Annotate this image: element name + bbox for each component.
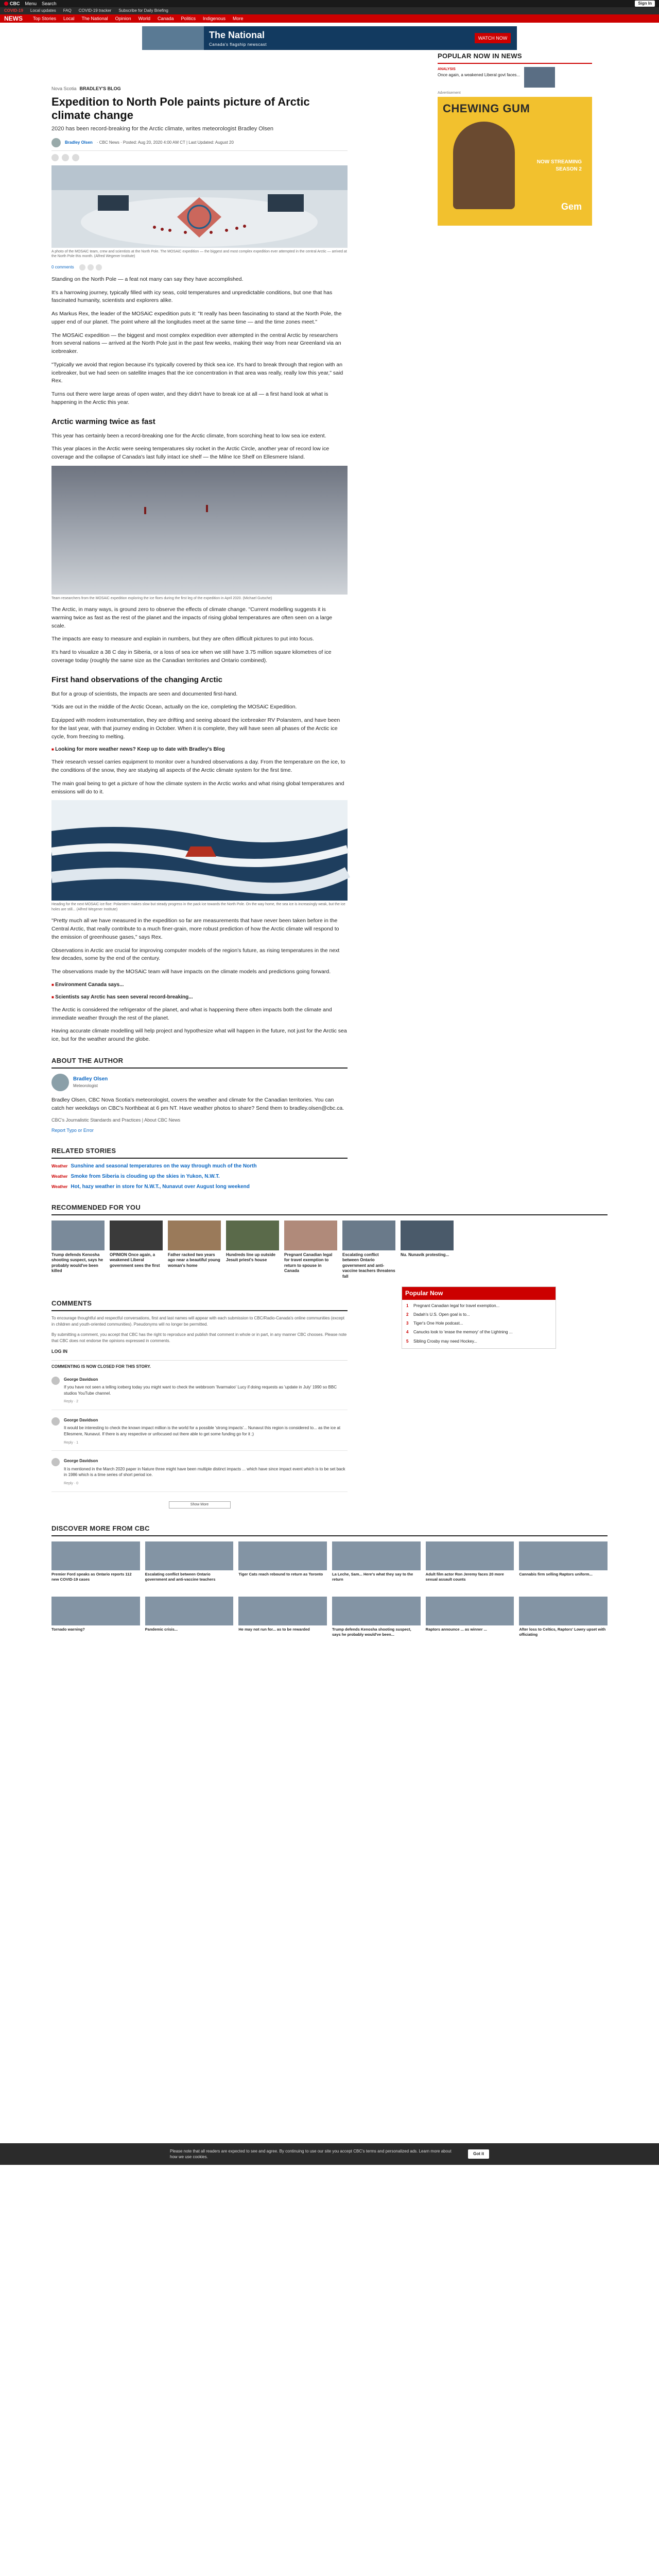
north-pole-photo[interactable] <box>51 165 348 248</box>
paragraph: This year has certainly been a record-breaking one for the Arctic climate, from scorching heat to low sea ice extent. <box>51 432 326 439</box>
comment-text: It is mentioned in the March 2020 paper in Nature three might have been multiple distinct impacts ... which have since impact event which is to be set back in 1986 which is a time series of short period ice. <box>64 1466 345 1478</box>
discover-card[interactable]: Pandemic crisis... <box>145 1597 234 1647</box>
byline-author[interactable]: Bradley Olsen <box>65 140 93 145</box>
comments-notice: To encourage thoughtful and respectful conversations, first and last names will appear with each submission to CBC/Radio-Canada's online communities (except in children and youth-oriented communities). Pseudonyms will no longer be permitted. <box>51 1316 344 1327</box>
related-link-bradleys-blog[interactable]: ■ Looking for more weather news? Keep up to date with Bradley's Blog <box>51 746 348 753</box>
popular-item[interactable]: 4 Canucks look to 'erase the memory' of the Lightning ... <box>406 1330 513 1335</box>
comments-notice-2: By submitting a comment, you accept that CBC has the right to reproduce and publish that comment in whole or in part, in any manner CBC chooses. Please note that CBC does not endorse the opinions expressed in comments. <box>51 1332 347 1344</box>
author-name[interactable]: Bradley Olsen <box>73 1076 108 1082</box>
recommended-card[interactable]: Nu. Nunavik protesting... <box>401 1221 454 1274</box>
author-avatar[interactable] <box>51 138 61 147</box>
discover-card[interactable]: Premier Ford speaks as Ontario reports 112 new COVID-19 cases <box>51 1541 140 1591</box>
banner-ad-area <box>0 23 659 52</box>
discover-card[interactable]: Adult film actor Ron Jeremy faces 20 more sexual assault counts <box>426 1541 514 1591</box>
discover-image <box>238 1541 327 1570</box>
comment <box>51 1458 348 1492</box>
author-role: Meteorologist <box>73 1083 98 1089</box>
twitter-share-icon[interactable] <box>62 154 69 161</box>
ad-brand: Gem <box>561 201 582 212</box>
polarstern-photo-svg <box>51 800 348 901</box>
top-bar <box>0 0 659 7</box>
related-story[interactable]: Weather Sunshine and seasonal temperatures on the way through much of the North <box>51 1163 257 1169</box>
covid-link-subscribe[interactable]: Subscribe for Daily Briefing <box>118 8 168 13</box>
covid-link-local[interactable]: Local updates <box>30 8 56 13</box>
facebook-icon[interactable] <box>79 264 85 270</box>
show-more-button[interactable]: Show More <box>169 1501 231 1509</box>
popular-item[interactable]: 3 Tiger's One Hole podcast... <box>406 1321 463 1326</box>
discover-image <box>332 1541 421 1570</box>
popular-item[interactable]: 2 Dadah's U.S. Open goal is to... <box>406 1312 470 1317</box>
report-typo-link[interactable]: Report Typo or Error <box>51 1128 94 1133</box>
log-in-button[interactable]: LOG IN <box>51 1349 67 1354</box>
recommended-image <box>110 1221 163 1250</box>
article-deck: 2020 has been record-breaking for the Arctic climate, writes meteorologist Bradley Olsen <box>51 125 274 132</box>
banner-ad-button[interactable]: WATCH NOW <box>475 33 511 43</box>
ad-person-image <box>453 122 515 209</box>
popular-item[interactable]: 5 Sibling Crosby may need Hockey... <box>406 1338 477 1344</box>
paragraph: The Arctic, in many ways, is ground zero to observe the effects of climate change. "Current modelling suggests it is warming twice as fast as the rest of the planet and the impacts of rising global temperatures are often seen on a large scale. <box>51 606 333 629</box>
banner-ad-image <box>142 26 204 50</box>
comment-reply[interactable]: Reply · 0 <box>64 1481 79 1485</box>
main-content <box>0 52 659 1191</box>
recommended-image <box>284 1221 337 1250</box>
comment <box>51 1377 348 1410</box>
popular-first-item[interactable] <box>438 67 592 88</box>
discover-card[interactable]: Tiger Cats reach rebound to return as Toronto <box>238 1541 327 1591</box>
recommended-image <box>226 1221 279 1250</box>
nav-item-the-national[interactable]: The National <box>81 15 108 21</box>
popular-first-thumb <box>524 67 555 88</box>
comment-reply[interactable]: Reply · 1 <box>64 1440 79 1445</box>
popular-now-title: POPULAR NOW IN NEWS <box>438 52 592 64</box>
caption-north-pole: A photo of the MOSAiC team, crew and scientists at the North Pole. The MOSAiC expedition — the biggest and most complex expedition ever attempted in the central Arctic — arrived at the North Pole this month. (Alfred Wegener Institute) <box>51 249 347 259</box>
recommended-card[interactable]: Hundreds line up outside Jesuit priest's house <box>226 1221 279 1274</box>
paragraph: Observations in Arctic are crucial for improving computer models of the region's future, as rising temperatures in the next few decades, some by the end of the century. <box>51 947 340 962</box>
twitter-icon[interactable] <box>88 264 94 270</box>
recommended-section <box>0 1203 659 1279</box>
covid-link-faq[interactable]: FAQ <box>63 8 72 13</box>
paragraph: Turns out there were large areas of open water, and they didn't have to break ice at all — a first hand look at what is happening in the Arctic this year. <box>51 391 328 405</box>
ad-now-streaming: NOW STREAMING <box>536 159 582 165</box>
discover-card[interactable]: Tornado warning? <box>51 1597 140 1647</box>
north-pole-photo-svg <box>51 165 348 248</box>
discover-image <box>51 1541 140 1570</box>
cookie-banner <box>0 2143 659 2165</box>
related-stories-title: RELATED STORIES <box>51 1146 348 1159</box>
discover-image <box>426 1597 514 1625</box>
discover-section <box>0 1524 659 1647</box>
author-photo[interactable] <box>51 1074 69 1091</box>
popular-item[interactable]: 1 Pregnant Canadian legal for travel exemption... <box>406 1303 500 1308</box>
news-brand[interactable]: NEWS <box>4 14 23 22</box>
about-author-title: ABOUT THE AUTHOR <box>51 1056 348 1069</box>
sidebar-ad[interactable] <box>438 97 592 226</box>
discover-card[interactable]: He may not run for... as to be rewarded <box>238 1597 327 1647</box>
breadcrumb <box>51 86 348 92</box>
nav-item-local[interactable]: Local <box>63 15 75 21</box>
recommended-grid <box>51 1221 608 1279</box>
paragraph: Standing on the North Pole — a feat not many can say they have accomplished. <box>51 276 244 282</box>
author-card <box>51 1074 348 1091</box>
caption-polarstern: Heading for the next MOSAiC ice floe: Polarstern makes slow but steady progress in the pack ice towards the North Pole. On the way home, the sea ice is increasingly weak, but the ice holes are still... (Alfred Wegener Institute) <box>51 903 345 911</box>
paragraph: Equipped with modern instrumentation, they are drifting and seeing aboard the icebreaker RV Polarstern, and have been for the last year, with that journey ending in October. When it is complete, they will have seen all phases of the Arctic ice cycle, from freezing to melting. <box>51 717 340 740</box>
related-stories-list <box>51 1163 348 1191</box>
author-bio: Bradley Olsen, CBC Nova Scotia's meteorologist, covers the weather and climate for the Canadian territories. You can catch her weekdays on CBC's Northbeat at 6 pm NT. Have weather photos to share? Send them to bradley.olsen@cbc.ca. <box>51 1097 344 1111</box>
figure-polarstern <box>51 800 348 912</box>
popular-first-text: Once again, a weakened Liberal govt faces... <box>438 72 521 77</box>
article <box>51 52 348 1191</box>
discover-title: DISCOVER MORE FROM CBC <box>51 1524 608 1536</box>
discover-card[interactable]: Escalating conflict between Ontario government and anti-vaccine teachers <box>145 1541 234 1591</box>
recommended-image <box>342 1221 395 1250</box>
comments-link[interactable] <box>51 264 74 270</box>
paragraph: Having accurate climate modelling will help project and hypothesize what will happen in the future, not just for the Arctic sea ice, but for the weather around the globe. <box>51 1028 347 1043</box>
paragraph: "Typically we avoid that region because it's typically covered by thick sea ice. It's hard to break through that region with an icebreaker, but we had seen on satellite images that the ice concentration in that area was really, really low this year," said Rex. <box>51 361 343 384</box>
related-link-scientists[interactable]: ■ Scientists say Arctic has seen several record-breaking... <box>51 994 348 1001</box>
comments-label: comments <box>55 265 74 270</box>
recommended-card[interactable]: Escalating conflict between Ontario government and anti-vaccine teachers threatens fall <box>342 1221 395 1274</box>
related-link-environment-canada[interactable]: ■ Environment Canada says... <box>51 981 348 989</box>
paragraph: "Kids are out in the middle of the Arctic Ocean, actually on the ice, completing the MOSAiC Expedition. <box>51 704 297 710</box>
social-share <box>51 154 348 161</box>
commenter-name[interactable]: George Davidson <box>64 1418 98 1423</box>
email-share-icon[interactable] <box>72 154 79 161</box>
subheading-first-hand: First hand observations of the changing Arctic <box>51 675 222 684</box>
comments-title: COMMENTS <box>51 1299 348 1311</box>
paragraph: This year places in the Arctic were seeing temperatures sky rocket in the Arctic Circle, another year of record low ice coverage and the collapse of Canada's last fully intact ice shelf — the Milne Ice Shelf on Ellesmere Island. <box>51 446 330 461</box>
popular-first-tag: ANALYSIS <box>438 67 456 72</box>
discover-image <box>238 1597 327 1625</box>
comments-section <box>0 1286 659 1508</box>
paragraph: The impacts are easy to measure and explain in numbers, but they are often difficult pictures to put into focus. <box>51 636 314 642</box>
banner-ad-title: The National <box>209 29 265 40</box>
banner-ad[interactable] <box>142 26 517 50</box>
popular-now-box <box>402 1286 556 1349</box>
paragraph: "Pretty much all we have measured in the expedition so far are measurements that have never been taken before in the Central Arctic, that really contribute to a much finer-grain, more robust prediction of how the Arctic climate will respond to the emission of greenhouse gases," says Rex. <box>51 918 339 940</box>
discover-image <box>145 1541 234 1570</box>
related-story[interactable]: Weather Smoke from Siberia is clouding up the skies in Yukon, N.W.T. <box>51 1173 220 1179</box>
discover-image <box>145 1597 234 1625</box>
discover-card[interactable]: La Leche, Sam... Here's what they say to the return <box>332 1541 421 1591</box>
covid-bar <box>0 7 659 14</box>
breadcrumb-section[interactable]: Nova Scotia <box>51 86 77 91</box>
comment-reply[interactable]: Reply · 2 <box>64 1400 79 1404</box>
comment <box>51 1417 348 1451</box>
discover-card[interactable]: Cannabis firm selling Raptors uniform... <box>519 1541 608 1591</box>
commenter-avatar <box>51 1377 60 1385</box>
recommended-card[interactable]: Pregnant Canadian legal for travel exemption to return to spouse in Canada <box>284 1221 337 1274</box>
related-story[interactable]: Weather Hot, hazy weather in store for N.W.T., Nunavut over August long weekend <box>51 1183 250 1190</box>
byline-meta: · CBC News · Posted: Aug 20, 2020 4:00 AM CT | Last Updated: August 20 <box>96 140 234 145</box>
paragraph: It's a harrowing journey, typically filled with icy seas, cold temperatures and unpredictable conditions, but one that has fascinated humanity, scientists and explorers alike. <box>51 289 333 304</box>
byline <box>51 138 348 151</box>
discover-image <box>332 1597 421 1625</box>
popular-box-title: Popular Now <box>402 1287 556 1300</box>
discover-card[interactable]: Raptors announce ... as winner ... <box>426 1597 514 1647</box>
search-button[interactable]: Search <box>42 1 57 6</box>
cbc-logo[interactable]: CBC <box>4 1 20 7</box>
paragraph: Their research vessel carries equipment to monitor over a hundred observations a day. From the temperature on the ice, to the conditions of the snow, they are studying all aspects of the Arctic climate system for the first time. <box>51 759 345 774</box>
figure-north-pole <box>51 165 348 259</box>
recommended-card[interactable]: OPINION Once again, a weakened Liberal government sees the first <box>110 1221 163 1274</box>
paragraph: The main goal being to get a picture of how the climate system in the Arctic works and what rising global temperatures and emissions will do to it. <box>51 780 344 795</box>
recommended-card[interactable]: Father racked two years ago near a beautiful young woman's home <box>168 1221 221 1274</box>
recommended-title: RECOMMENDED FOR YOU <box>51 1203 608 1215</box>
covid-link-tracker[interactable]: COVID-19 tracker <box>78 8 112 13</box>
facebook-share-icon[interactable] <box>51 154 59 161</box>
discover-grid <box>51 1541 608 1647</box>
email-icon[interactable] <box>96 264 102 270</box>
discover-image <box>519 1597 608 1625</box>
banner-ad-subtitle: Canada's flagship newscast <box>209 42 267 47</box>
caption-ice-floes: Team researchers from the MOSAiC expedition exploring the ice floes during the first leg of the expedition in April 2020. (Michael Gutsche) <box>51 596 272 600</box>
comments-closed-notice: COMMENTING IS NOW CLOSED FOR THIS STORY. <box>51 1360 348 1369</box>
nav-item-politics[interactable]: Politics <box>181 15 196 21</box>
subheading-arctic-warming: Arctic warming twice as fast <box>51 417 155 426</box>
nav-item-top-stories[interactable]: Top Stories <box>33 15 57 21</box>
paragraph: As Markus Rex, the leader of the MOSAiC expedition puts it: "It really has been fascinating to stand at the North Pole, the upper end of our planet. The point where all the longitudes meet at the same time — and the time zones meet." <box>51 311 342 325</box>
sign-in-button[interactable]: Sign In <box>635 1 655 6</box>
paragraph: The Arctic is considered the refrigerator of the planet, and what is happening there often impacts both the climate and immediate weather through the rest of the planet. <box>51 1006 332 1021</box>
sidebar <box>438 52 592 1191</box>
ice-floes-photo-svg <box>51 466 348 595</box>
recommended-image <box>168 1221 221 1250</box>
ice-floes-photo[interactable] <box>51 466 348 595</box>
comments-count: 0 <box>51 265 54 270</box>
paragraph: But for a group of scientists, the impacts are seen and documented first-hand. <box>51 690 238 697</box>
cookie-text: Please note that all readers are expected to see and agree. By continuing to use our site you accept CBC's terms and personalized ads. Learn more about how we use cookies. <box>170 2148 452 2159</box>
ad-label: Advertisement <box>438 91 461 95</box>
breadcrumb-blog[interactable]: BRADLEY'S BLOG <box>79 86 121 91</box>
comment-text: If you have not seen a telling iceberg today you might want to check the webbroom 'Ilvarmaloo' Lucy if doing requests as 'update in July' 1990 so BBC studios YouTube channel. <box>64 1385 337 1396</box>
commenter-avatar <box>51 1458 60 1466</box>
commenter-name[interactable]: George Davidson <box>64 1377 98 1382</box>
comments-row <box>51 264 348 270</box>
discover-image <box>426 1541 514 1570</box>
discover-image <box>51 1597 140 1625</box>
discover-card[interactable]: Trump defends Kenosha shooting suspect, says he probably would've been... <box>332 1597 421 1647</box>
covid-label[interactable]: COVID-19 <box>4 8 23 13</box>
nav-item-more[interactable]: More <box>233 15 244 21</box>
nav-item-canada[interactable]: Canada <box>157 15 174 21</box>
polarstern-photo[interactable] <box>51 800 348 901</box>
news-nav <box>0 14 659 23</box>
discover-card[interactable]: After loss to Celtics, Raptors' Lowry upset with officiating <box>519 1597 608 1647</box>
paragraph: The observations made by the MOSAiC team will have impacts on the climate models and predictions going forward. <box>51 969 331 975</box>
figure-ice-floes <box>51 466 348 601</box>
nav-item-opinion[interactable]: Opinion <box>115 15 131 21</box>
commenter-avatar <box>51 1417 60 1426</box>
cookie-accept-button[interactable]: Got it <box>468 2149 489 2158</box>
nav-item-indigenous[interactable]: Indigenous <box>203 15 226 21</box>
standards-links[interactable]: CBC's Journalistic Standards and Practices | About CBC News <box>51 1117 181 1123</box>
share-icons <box>79 264 102 270</box>
recommended-image <box>401 1221 454 1250</box>
ad-season: SEASON 2 <box>556 166 582 172</box>
paragraph: The MOSAiC expedition — the biggest and most complex expedition ever attempted in the central Arctic by researchers from several nations — arrived at the North Pole just in the past few weeks, making their way from near Greenland via an icebreaker. <box>51 332 341 355</box>
paragraph: It's hard to visualize a 38 C day in Siberia, or a loss of sea ice when we still have 3.75 million square kilometres of ice coverage today (roughly the same size as the Canadian territories and Ontario combined). <box>51 649 332 664</box>
article-title: Expedition to North Pole paints picture of Arctic climate change <box>51 95 310 122</box>
commenter-name[interactable]: George Davidson <box>64 1459 98 1464</box>
ad-heading: CHEWING GUM <box>443 101 530 115</box>
recommended-image <box>51 1221 105 1250</box>
recommended-card[interactable]: Trump defends Kenosha shooting suspect, says he probably would've been killed <box>51 1221 105 1274</box>
menu-button[interactable]: Menu <box>25 1 37 6</box>
discover-image <box>519 1541 608 1570</box>
nav-item-world[interactable]: World <box>138 15 150 21</box>
comment-text: It would be interesting to check the known impact million is the world for a possible 'strong impacts'... Nunavut this region is considered to... as the ice at Ellesmere, Nunavut. If there is any respective or unfocused out there able to get some funding go for it ;) <box>64 1426 341 1436</box>
